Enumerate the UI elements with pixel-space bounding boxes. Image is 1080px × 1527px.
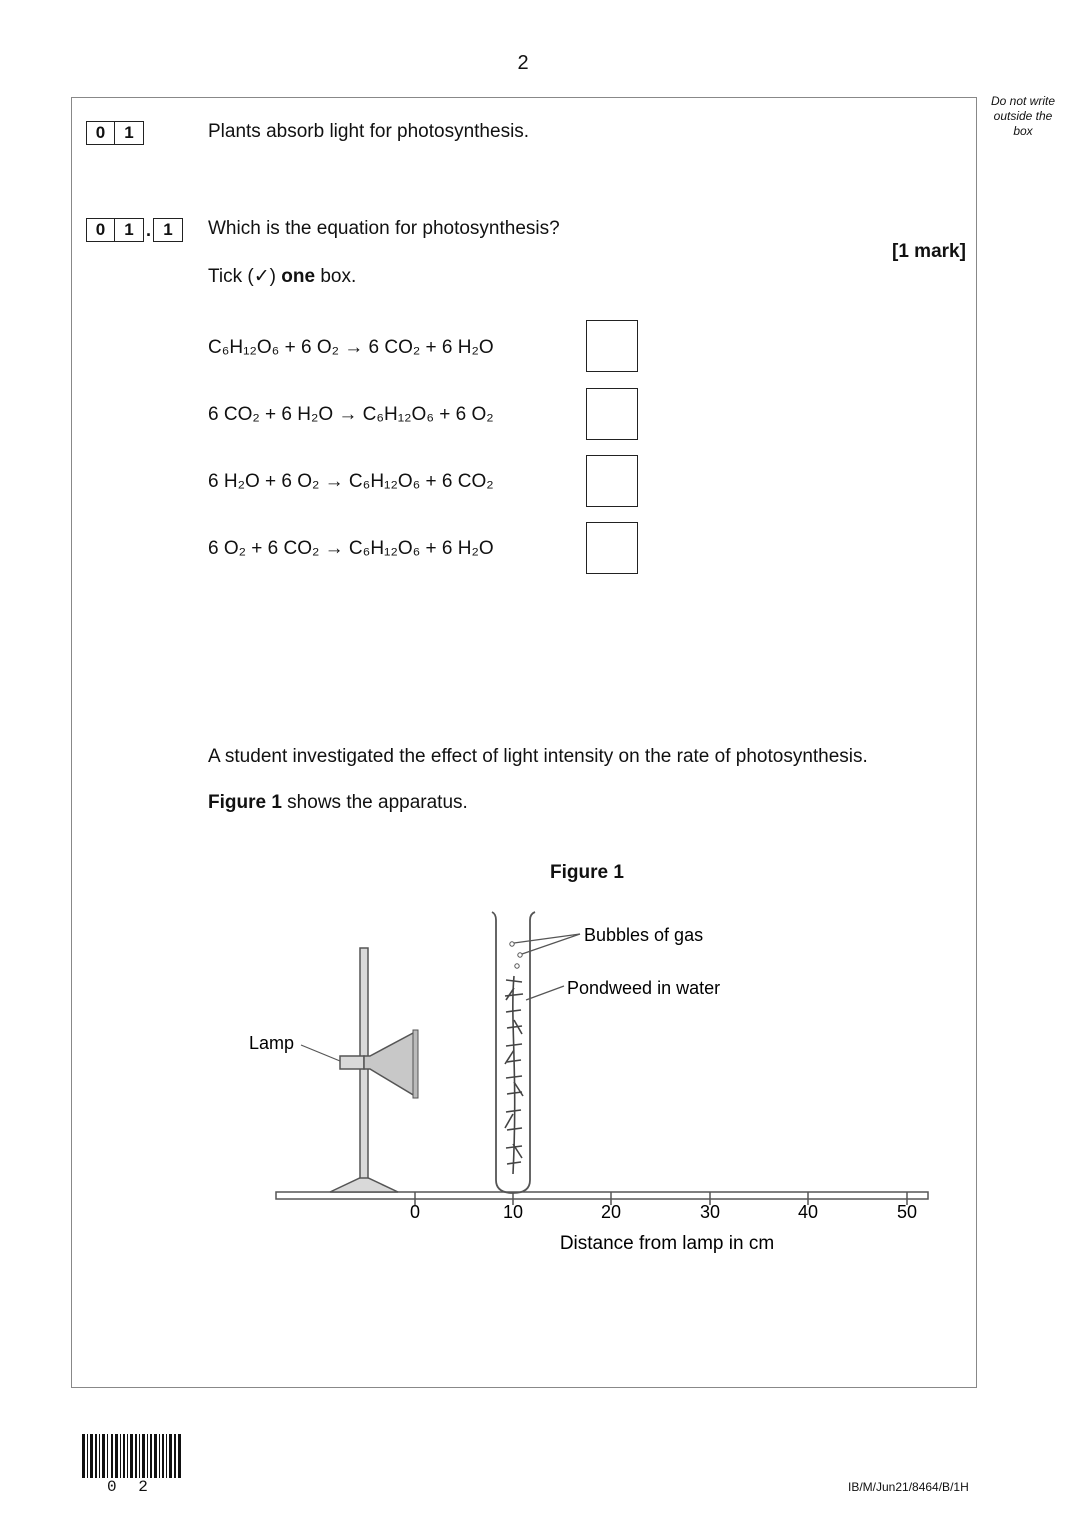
ruler-tick-10: 10 <box>502 1202 524 1222</box>
question-number-digit: 0 <box>87 122 115 144</box>
tick-instruction-pre: Tick (✓) <box>208 266 276 287</box>
margin-note: Do not write outside the box <box>990 94 1056 138</box>
ruler-tick-50: 50 <box>896 1202 918 1222</box>
tick-instruction-bold: one <box>281 266 316 287</box>
leader-bubbles <box>514 934 580 954</box>
ruler-tick-labels <box>410 1202 917 1222</box>
ruler-tick-30: 30 <box>699 1202 721 1222</box>
ruler-tick-20: 20 <box>600 1202 622 1222</box>
lamp-face <box>413 1030 418 1098</box>
question-number-dot: . <box>146 220 152 240</box>
question-number-01 <box>86 121 144 145</box>
ruler-tick-0: 0 <box>409 1202 421 1222</box>
ruler-axis-label: Distance from lamp in cm <box>559 1233 775 1254</box>
footer-code: IB/M/Jun21/8464/B/1H <box>848 1480 969 1494</box>
pondweed <box>505 976 523 1174</box>
equation-option-2: 6 CO₂ + 6 H₂O → C₆H₁₂O₆ + 6 O₂ <box>208 404 494 425</box>
equation-option-3: 6 H₂O + 6 O₂ → C₆H₁₂O₆ + 6 CO₂ <box>208 471 494 492</box>
barcode-number: 0 2 <box>107 1478 154 1496</box>
gas-bubbles <box>510 942 522 968</box>
tick-box-3[interactable] <box>586 455 638 507</box>
question-01-1-text: Which is the equation for photosynthesis? <box>208 218 560 239</box>
investigation-intro: A student investigated the effect of light intensity on the rate of photosynthesis. <box>208 746 868 767</box>
page-number: 2 <box>517 52 529 74</box>
question-number-digit: 1 <box>124 220 134 239</box>
lamp-shade <box>364 1032 415 1096</box>
tick-instruction <box>208 265 356 288</box>
figure-title: Figure 1 <box>550 862 624 883</box>
label-bubbles: Bubbles of gas <box>584 925 704 945</box>
figure-reference-bold: Figure 1 <box>208 792 282 813</box>
marks-label: [1 mark] <box>892 241 966 262</box>
equation-option-4: 6 O₂ + 6 CO₂ → C₆H₁₂O₆ + 6 H₂O <box>208 538 494 559</box>
tick-box-4[interactable] <box>586 522 638 574</box>
question-01-text: Plants absorb light for photosynthesis. <box>208 121 530 142</box>
question-number-part <box>86 218 144 242</box>
question-number-digit: 1 <box>124 123 134 142</box>
barcode <box>82 1434 182 1478</box>
label-lamp: Lamp <box>249 1033 295 1053</box>
equation-option-1: C₆H₁₂O₆ + 6 O₂ → 6 CO₂ + 6 H₂O <box>208 337 494 358</box>
question-number-subpart <box>153 218 183 242</box>
tick-box-1[interactable] <box>586 320 638 372</box>
ruler-tick-40: 40 <box>797 1202 819 1222</box>
tick-box-2[interactable] <box>586 388 638 440</box>
lamp-clamp <box>340 1056 364 1069</box>
leader-pondweed <box>526 986 564 1000</box>
label-pondweed: Pondweed in water <box>567 978 721 998</box>
question-number-digit: 1 <box>163 220 173 239</box>
question-number-01-1 <box>86 218 183 242</box>
figure-reference <box>208 792 468 814</box>
figure-1-apparatus <box>230 900 950 1260</box>
leader-lamp <box>301 1045 340 1061</box>
tick-instruction-post: box. <box>320 266 357 287</box>
question-number-digit: 0 <box>87 219 115 241</box>
figure-reference-rest: shows the apparatus. <box>281 792 468 813</box>
ruler-bar <box>276 1192 928 1199</box>
